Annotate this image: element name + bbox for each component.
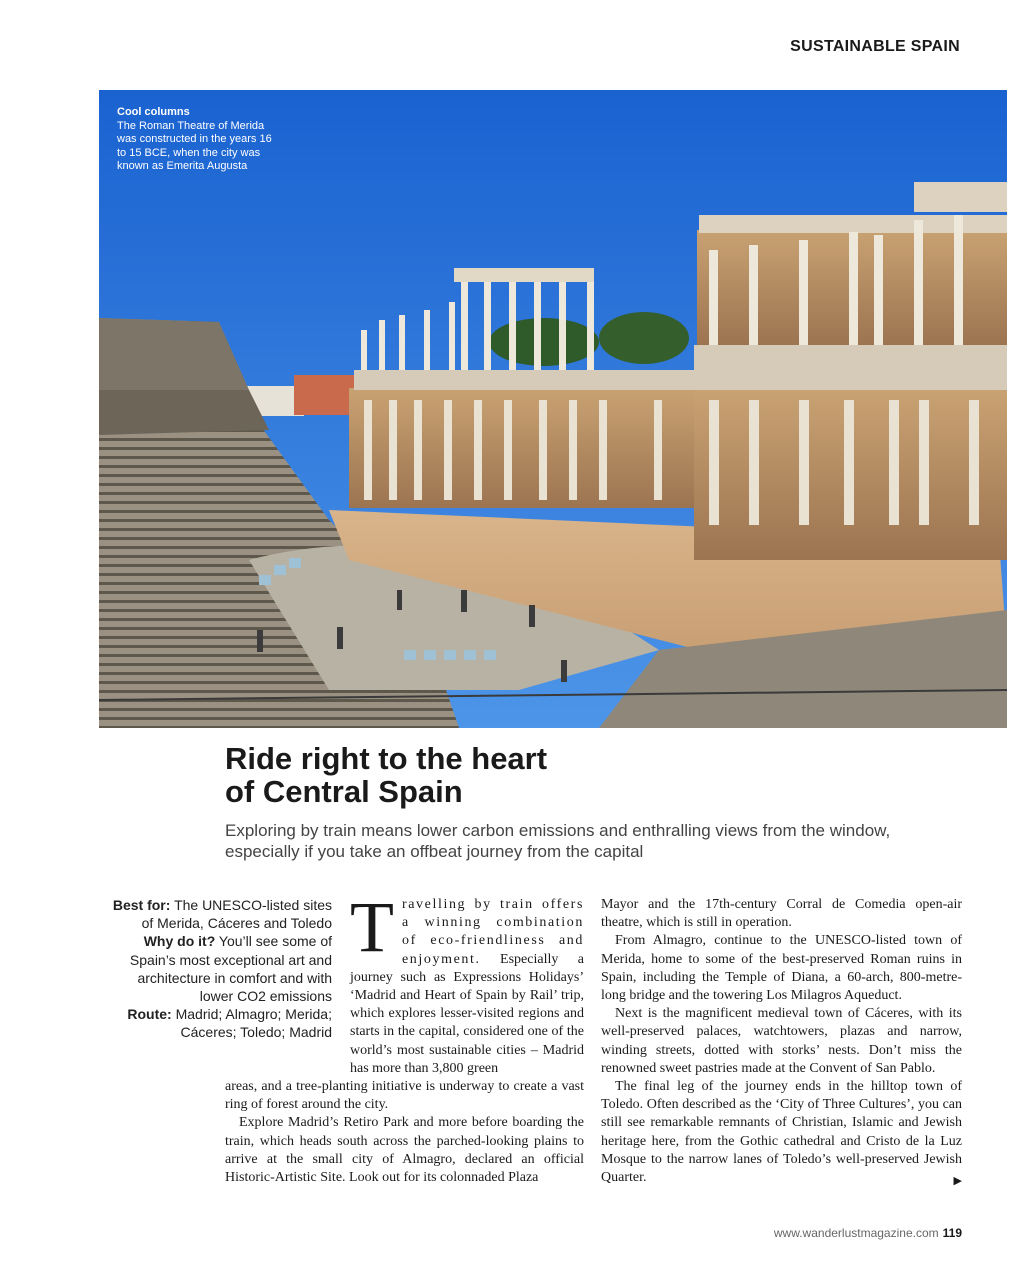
route-label: Route: — [127, 1006, 172, 1023]
paragraph-5-text: The final leg of the journey ends in the hilltop town of Toledo. Often described as the ‘City of Three Cultures’, you can still see remarkable remnants of Christian, Islamic and Jewish heritage here, from the Gothic cathedral and Cristo de la Luz Mosque to the narrow lanes of Toledo’s well-preserved Jewish Quarter. — [601, 1079, 962, 1186]
end-of-article-triangle-icon: ▶ — [953, 1174, 962, 1188]
article-paragraph-2-continued: Mayor and the 17th-century Corral de Comedia open-air theatre, which is still in operation. — [601, 897, 962, 931]
article-paragraph-4: Next is the magnificent medieval town of Cáceres, with its well-preserved palaces, watchtowers, plazas and narrow, winding streets, dotted with storks’ nests. Don’t miss the renowned sweet pastries made at the Convent of San Pablo. — [601, 1006, 962, 1076]
article-paragraph-5 — [601, 1078, 962, 1187]
article-paragraph-2: Explore Madrid’s Retiro Park and more before boarding the train, which heads south across the parched-looking plains to arrive at the small city of Almagro, declared an official Historic-Artistic Site. Look out for its colonnaded Plaza — [225, 1115, 584, 1186]
why-label: Why do it? — [143, 933, 216, 950]
page-number: 119 — [942, 1226, 962, 1240]
article-paragraph-1 — [350, 887, 584, 1078]
route-text: Madrid; Almagro; Merida; Cáceres; Toledo; Madrid — [175, 1006, 332, 1041]
roman-theatre-illustration — [99, 90, 1007, 728]
route — [106, 1005, 332, 1041]
fact-box — [106, 896, 332, 1042]
article-paragraph-1-continued: areas, and a tree-planting initiative is underway to create a vast ring of forest around the city. — [225, 1079, 584, 1113]
article-column-1 — [350, 887, 584, 1078]
caption-title: Cool columns — [117, 106, 190, 118]
article-column-3 — [601, 896, 962, 1190]
best-for-label: Best for: — [112, 897, 171, 913]
best-for — [106, 896, 332, 932]
roman-theatre-photo — [99, 90, 1007, 728]
article-paragraph-3: From Almagro, continue to the UNESCO-listed town of Merida, home to some of the best-preserved Roman ruins in Spain, including the Temple of Diana, a 60-arch, 800-metre-long bridge and the towering Los Milagros Aqueduct. — [601, 933, 962, 1004]
page-footer — [774, 1226, 962, 1240]
why-do-it — [106, 932, 332, 1005]
best-for-text: The UNESCO-listed sites of Merida, Cáceres and Toledo — [141, 897, 332, 932]
caption-text: The Roman Theatre of Merida was constructed in the years 16 to 15 BCE, when the city was known as Emerita Augusta — [117, 119, 272, 172]
footer-website: www.wanderlustmagazine.com — [773, 1226, 939, 1240]
standfirst: Exploring by train means lower carbon emissions and enthralling views from the window, especially if you take an offbeat journey from the capital — [225, 821, 891, 861]
headline-line-1: Ride right to the heart — [225, 741, 548, 776]
section-tag: SUSTAINABLE SPAIN — [790, 38, 960, 55]
article-column-2 — [225, 1078, 584, 1187]
drop-cap: T — [350, 887, 394, 967]
photo-caption — [117, 106, 277, 174]
headline-line-2: of Central Spain — [225, 774, 463, 809]
why-text: You’ll see some of Spain’s most exceptional art and architecture in comfort and with lower CO2 emissions — [129, 933, 332, 1005]
paragraph-1-opening: ravelling by train offers a winning combination of eco-friendliness and enjoyment. — [401, 897, 584, 967]
headline — [225, 742, 825, 808]
paragraph-1-rest: Especially a journey such as Expressions Holidays’ ‘Madrid and Heart of Spain by Rail’ trip, which explores lesser-visited regions and starts in the capital, considered one of the world’s most sustainable cities – Madrid has more than 3,800 green — [350, 951, 584, 1076]
